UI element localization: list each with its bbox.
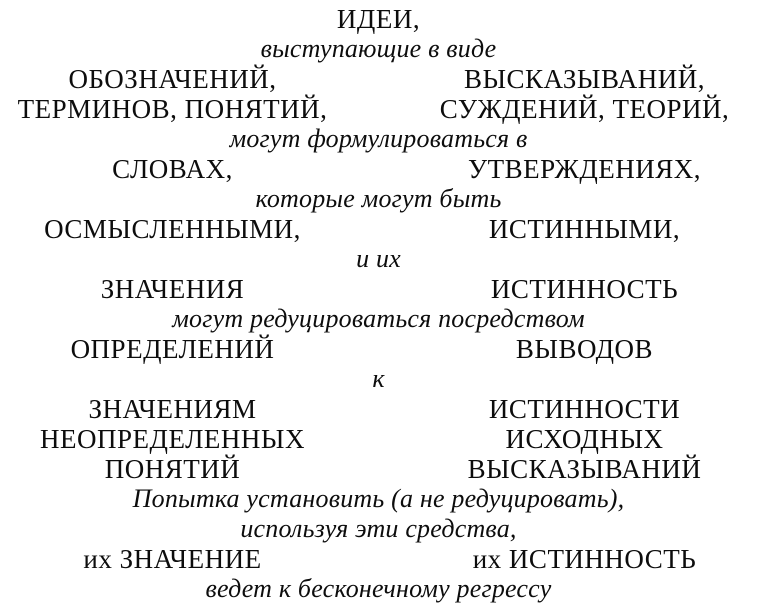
- right-term: ИСТИННОСТИ: [488, 394, 681, 424]
- connector-phrase: которые могут быть: [255, 184, 502, 213]
- diagram-title: ИДЕИ,: [336, 4, 421, 34]
- term-pair-row: [0, 154, 757, 184]
- term-pair-row: [0, 274, 757, 304]
- left-term: ТЕРМИНОВ, ПОНЯТИЙ,: [17, 94, 328, 124]
- term-pair-row: [0, 394, 757, 424]
- left-term: ОБОЗНАЧЕНИЙ,: [68, 64, 277, 94]
- term-pair-row: [0, 94, 757, 124]
- connector-phrase: Попытка установить (а не редуцировать),: [132, 484, 625, 513]
- left-term: ЗНАЧЕНИЯ: [100, 274, 245, 304]
- term-pair-row: [0, 454, 757, 484]
- right-term: ВЫВОДОВ: [515, 334, 654, 364]
- right-term: ВЫСКАЗЫВАНИЙ: [467, 454, 702, 484]
- connector-phrase: ведет к бесконечному регрессу: [205, 574, 552, 603]
- left-term: их ЗНАЧЕНИЕ: [83, 544, 262, 574]
- connector-phrase: могут редуцироваться посредством: [172, 304, 585, 333]
- left-term: СЛОВАХ,: [112, 154, 233, 184]
- right-term: УТВЕРЖДЕНИЯХ,: [467, 154, 702, 184]
- left-term: ЗНАЧЕНИЯМ: [88, 394, 257, 424]
- connector-phrase: выступающие в виде: [260, 34, 497, 63]
- term-pair-row: [0, 334, 757, 364]
- left-term: НЕОПРЕДЕЛЕННЫХ: [40, 424, 305, 454]
- connector-phrase: и их: [356, 244, 401, 273]
- right-term: ИСХОДНЫХ: [505, 424, 664, 454]
- right-term: их ИСТИННОСТЬ: [472, 544, 697, 574]
- left-term: ОПРЕДЕЛЕНИЙ: [70, 334, 275, 364]
- left-term: ОСМЫСЛЕННЫМИ,: [44, 214, 301, 244]
- left-term: ПОНЯТИЙ: [104, 454, 241, 484]
- term-pair-row: [0, 544, 757, 574]
- term-pair-row: [0, 64, 757, 94]
- right-term: СУЖДЕНИЙ, ТЕОРИЙ,: [439, 94, 730, 124]
- term-pair-row: [0, 214, 757, 244]
- right-term: ИСТИННЫМИ,: [488, 214, 681, 244]
- connector-phrase: используя эти средства,: [240, 514, 517, 543]
- connector-phrase: могут формулироваться в: [229, 124, 528, 153]
- right-term: ВЫСКАЗЫВАНИЙ,: [463, 64, 706, 94]
- connector-phrase: к: [372, 364, 385, 393]
- term-pair-row: [0, 424, 757, 454]
- right-term: ИСТИННОСТЬ: [490, 274, 679, 304]
